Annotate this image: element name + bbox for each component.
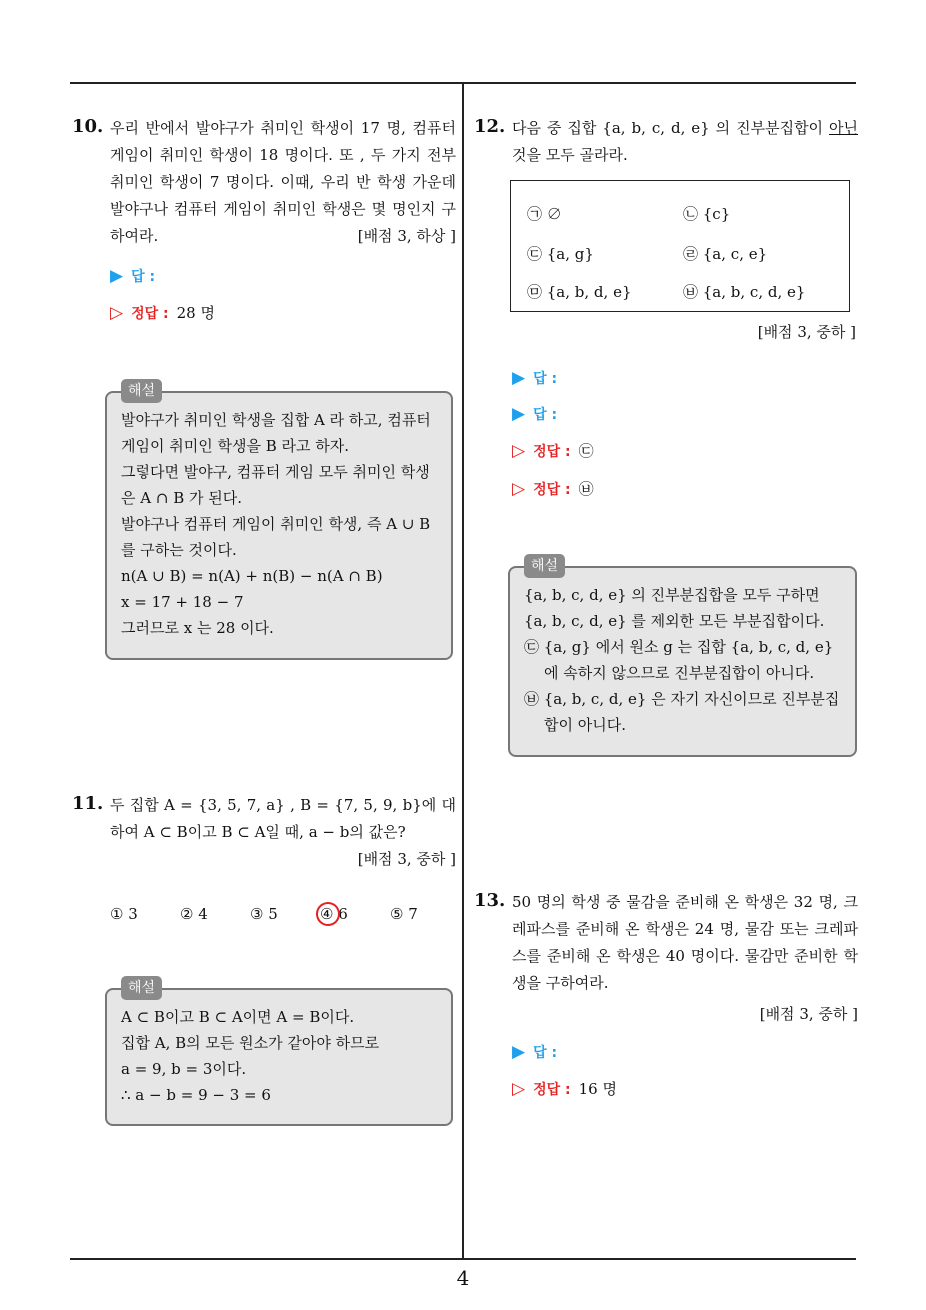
page-number: 4 — [456, 1266, 470, 1290]
choice-e[interactable]: ㉤ {a, b, d, e} — [527, 283, 632, 301]
choice-c[interactable]: ㉢ {a, g} — [527, 245, 594, 263]
answer-label: 답 : — [533, 371, 558, 387]
answer-line — [512, 404, 557, 424]
correct-label: 정답 : — [533, 443, 571, 460]
column-divider — [462, 82, 464, 1258]
solution-line: ㉢ {a, g} 에서 원소 g 는 집합 {a, b, c, d, e} 에 속하지 않으므로 진부분집합이 아니다. — [524, 638, 834, 682]
problem-11 — [72, 792, 456, 873]
problem-text: 우리 반에서 발야구가 취미인 학생이 17 명, 컴퓨터 게임이 취미인 학생이 18 명이다. 또 , 두 가지 전부 취미인 학생이 7 명이다. 이때, 우리 반 학생 가운데 발야구나 컴퓨터 게임이 취미인 학생은 몇 명인지 구하여라. — [110, 119, 456, 245]
choice-f[interactable]: ㉥ {a, b, c, d, e} — [683, 283, 806, 301]
solution-line: 집합 A, B의 모든 원소가 같아야 하므로 — [121, 1034, 380, 1052]
solution-tag: 해설 — [121, 976, 162, 1000]
solution-line: x = 17 + 18 − 7 — [121, 593, 244, 611]
problem-text — [512, 115, 858, 169]
choice-b[interactable]: ㉡ {c} — [683, 205, 731, 223]
problem-text-part: 것을 모두 골라라. — [512, 146, 628, 164]
problem-text-part: 다음 중 집합 {a, b, c, d, e} 의 진부분집합이 — [512, 119, 830, 137]
solution-box-11 — [105, 980, 453, 1126]
correct-answer-line — [512, 440, 594, 461]
solution-line: 그러므로 x 는 28 이다. — [121, 619, 274, 637]
correct-answer-line — [512, 1078, 617, 1099]
solution-box-10 — [105, 383, 453, 660]
solution-line: ㉥ {a, b, c, d, e} 은 자기 자신이므로 진부분집합이 아니다. — [524, 690, 840, 734]
solution-line: {a, b, c, d, e} 의 진부분집합을 모두 구하면 {a, b, c, d, e} 를 제외한 모든 부분집합이다. — [524, 586, 825, 630]
solution-line: ∴ a − b = 9 − 3 = 6 — [121, 1086, 271, 1104]
problem-12 — [474, 115, 858, 169]
problem-number: 11. — [72, 793, 104, 814]
answer-label: 답 : — [131, 269, 156, 285]
play-triangle-icon: ▶ — [512, 1042, 526, 1062]
problem-number: 12. — [474, 116, 506, 137]
correct-answer-line — [110, 302, 215, 323]
problem-text: 두 집합 A = {3, 5, 7, a} , B = {7, 5, 9, b}에 대하여 A ⊂ B이고 B ⊂ A일 때, a − b의 값은? — [110, 796, 456, 841]
score-label: [배점 3, 하상 ] — [357, 227, 456, 245]
outline-triangle-icon: ▷ — [512, 1078, 526, 1099]
choice-4[interactable]: ④ 6 — [320, 905, 348, 923]
play-triangle-icon: ▶ — [512, 368, 526, 388]
problem-10 — [72, 115, 456, 250]
solution-tag: 해설 — [524, 554, 565, 578]
outline-triangle-icon: ▷ — [512, 478, 526, 499]
score-label: [배점 3, 중하 ] — [759, 1005, 858, 1023]
correct-label: 정답 : — [533, 481, 571, 498]
answer-line — [110, 266, 155, 286]
correct-value: ㉥ — [578, 480, 594, 498]
correct-label: 정답 : — [533, 1081, 571, 1098]
correct-value: 16 명 — [578, 1080, 617, 1098]
score-label: [배점 3, 중하 ] — [357, 850, 456, 868]
choice-d[interactable]: ㉣ {a, c, e} — [683, 245, 768, 263]
answer-circle-mark — [313, 899, 344, 930]
answer-line — [512, 368, 557, 388]
correct-answer-line — [512, 478, 594, 499]
choice-3[interactable]: ③ 5 — [250, 905, 278, 923]
problem-text: 50 명의 학생 중 물감을 준비해 온 학생은 32 명, 크레파스를 준비해 온 학생은 24 명, 물감 또는 크레파스를 준비해 온 학생은 40 명이다. 물감만 준비한 학생을 구하여라. — [512, 893, 858, 992]
solution-line: n(A ∪ B) = n(A) + n(B) − n(A ∩ B) — [121, 567, 383, 585]
choice-1[interactable]: ① 3 — [110, 905, 138, 923]
correct-value: ㉢ — [578, 442, 594, 460]
correct-label: 정답 : — [131, 305, 169, 322]
solution-line: 발야구가 취미인 학생을 집합 A 라 하고, 컴퓨터 게임이 취미인 학생을 B 라고 하자. — [121, 411, 431, 455]
answer-label: 답 : — [533, 1045, 558, 1061]
answer-label: 답 : — [533, 407, 558, 423]
problem-number: 13. — [474, 890, 506, 911]
solution-box-12 — [508, 558, 857, 757]
score-label: [배점 3, 중하 ] — [757, 323, 856, 341]
correct-value: 28 명 — [176, 304, 215, 322]
bottom-rule — [70, 1258, 856, 1260]
play-triangle-icon: ▶ — [110, 266, 124, 286]
answer-line — [512, 1042, 557, 1062]
solution-line: 그렇다면 발야구, 컴퓨터 게임 모두 취미인 학생은 A ∩ B 가 된다. — [121, 463, 430, 507]
solution-line: A ⊂ B이고 B ⊂ A이면 A = B이다. — [121, 1008, 355, 1026]
solution-tag: 해설 — [121, 379, 162, 403]
choice-a[interactable]: ㉠ ∅ — [527, 205, 562, 223]
choice-2[interactable]: ② 4 — [180, 905, 208, 923]
solution-line: a = 9, b = 3이다. — [121, 1060, 247, 1078]
solution-line: 발야구나 컴퓨터 게임이 취미인 학생, 즉 A ∪ B 를 구하는 것이다. — [121, 515, 431, 559]
outline-triangle-icon: ▷ — [512, 440, 526, 461]
underlined-word: 아닌 — [829, 119, 858, 137]
outline-triangle-icon: ▷ — [110, 302, 124, 323]
problem-number: 10. — [72, 116, 104, 137]
play-triangle-icon: ▶ — [512, 404, 526, 424]
choice-5[interactable]: ⑤ 7 — [390, 905, 418, 923]
problem-13 — [474, 889, 858, 1028]
choice-box — [510, 180, 850, 312]
